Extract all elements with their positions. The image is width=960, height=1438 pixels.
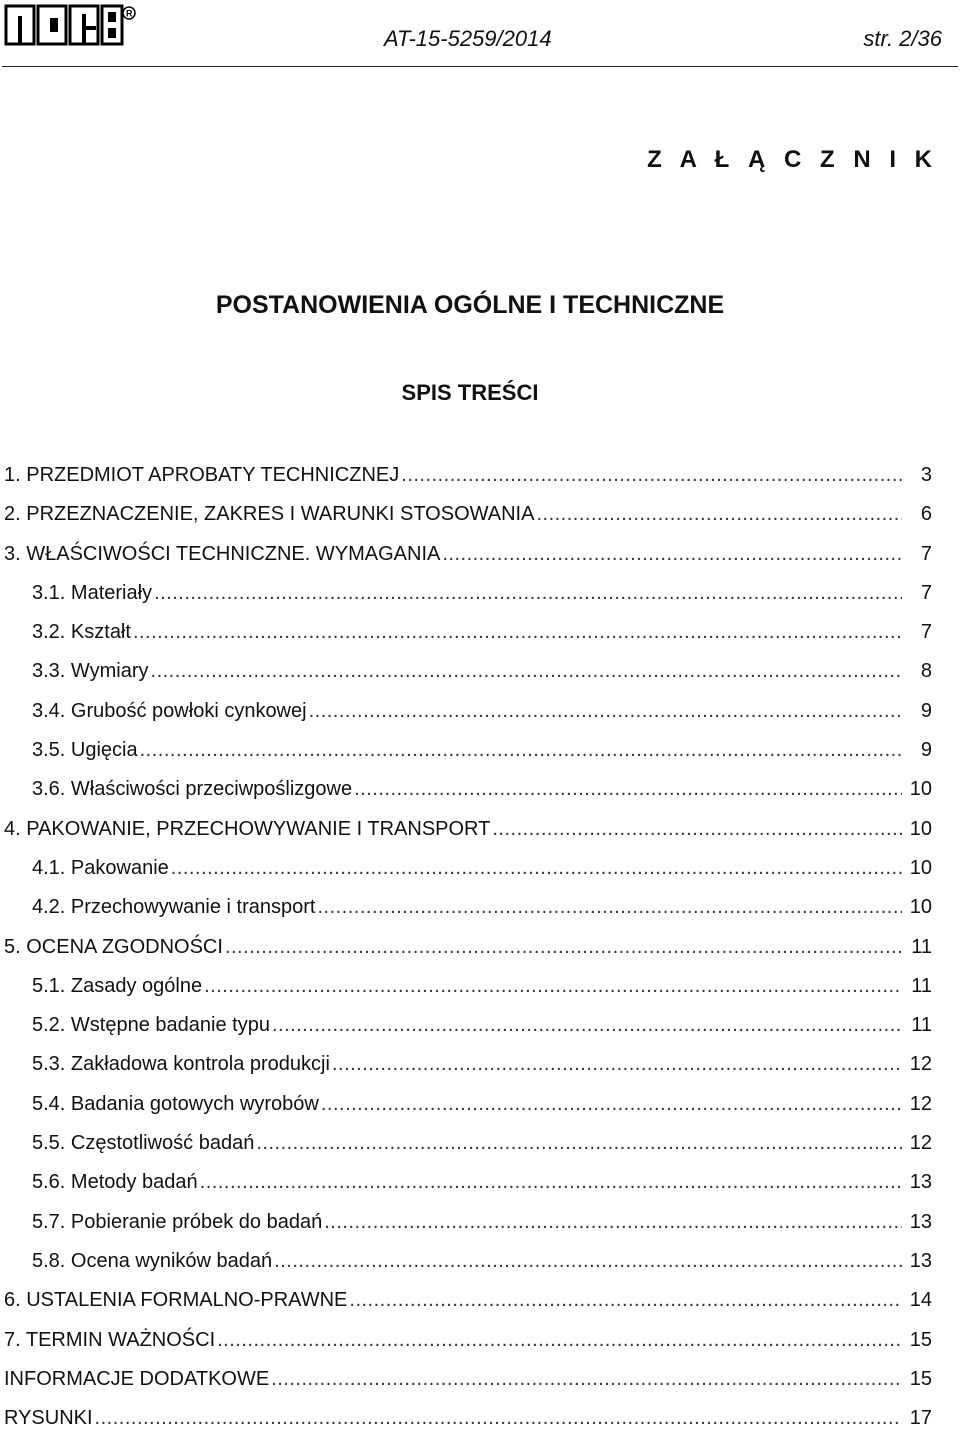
toc-entry-label: 5.7. Pobieranie próbek do badań — [32, 1210, 323, 1233]
toc-entry-label: 5.5. Częstotliwość badań — [32, 1132, 255, 1155]
toc-entry-label: 5.4. Badania gotowych wyrobów — [32, 1092, 319, 1115]
toc-dot-leader — [272, 1006, 902, 1045]
toc-entry[interactable] — [4, 574, 932, 613]
page-number: str. 2/36 — [863, 26, 942, 51]
table-of-contents — [4, 456, 932, 1438]
toc-entry[interactable] — [4, 1085, 932, 1124]
toc-entry[interactable] — [4, 692, 932, 731]
toc-entry[interactable] — [4, 535, 932, 574]
toc-entry-label: 5.8. Ocena wyników badań — [32, 1249, 273, 1272]
toc-entry-label: 5.2. Wstępne badanie typu — [32, 1014, 270, 1037]
toc-entry[interactable] — [4, 1242, 932, 1281]
toc-dot-leader — [332, 1045, 902, 1084]
toc-dot-leader — [154, 574, 902, 613]
toc-entry-page: 11 — [911, 935, 932, 958]
toc-dot-leader — [133, 613, 902, 652]
logo-icon — [4, 4, 136, 48]
toc-entry-label: 5.6. Metody badań — [32, 1171, 198, 1194]
toc-dot-leader — [95, 1399, 902, 1438]
toc-entry[interactable] — [4, 1399, 932, 1438]
toc-entry[interactable] — [4, 613, 932, 652]
toc-entry-page: 12 — [909, 1053, 932, 1076]
main-title: POSTANOWIENIA OGÓLNE I TECHNICZNE — [215, 291, 725, 319]
header-divider — [2, 66, 958, 67]
toc-dot-leader — [354, 770, 902, 809]
toc-entry-page: 10 — [909, 778, 932, 801]
toc-entry-label: 4.1. Pakowanie — [32, 856, 169, 879]
toc-dot-leader — [140, 731, 902, 770]
toc-entry-label: 1. PRZEDMIOT APROBATY TECHNICZNEJ — [4, 464, 400, 486]
toc-entry-page: 9 — [920, 699, 932, 722]
toc-entry-page: 13 — [909, 1171, 932, 1194]
toc-dot-leader — [442, 535, 902, 574]
toc-dot-leader — [492, 810, 902, 849]
toc-dot-leader — [401, 456, 902, 495]
toc-entry-label: 2. PRZEZNACZENIE, ZAKRES I WARUNKI STOSOWANIA — [4, 503, 535, 526]
toc-entry-label: 3. WŁAŚCIWOŚCI TECHNICZNE. WYMAGANIA — [4, 542, 441, 565]
toc-entry[interactable] — [4, 1163, 932, 1202]
toc-dot-leader — [309, 692, 902, 731]
toc-entry[interactable] — [4, 495, 932, 534]
toc-entry-page: 7 — [920, 581, 932, 604]
toc-entry[interactable] — [4, 770, 932, 809]
toc-entry[interactable] — [4, 1006, 932, 1045]
toc-entry-page: 12 — [909, 1132, 932, 1155]
toc-entry-page: 15 — [909, 1328, 932, 1351]
toc-title: SPIS TREŚCI — [401, 380, 539, 405]
toc-entry-page: 11 — [911, 1014, 932, 1037]
toc-entry-page: 9 — [920, 739, 932, 762]
toc-entry-label: 6. USTALENIA FORMALNO-PRAWNE — [4, 1289, 348, 1312]
toc-dot-leader — [204, 967, 902, 1006]
toc-dot-leader — [274, 1242, 902, 1281]
toc-dot-leader — [317, 888, 902, 927]
toc-entry-page: 3 — [920, 464, 932, 486]
toc-dot-leader — [200, 1163, 902, 1202]
toc-entry-page: 7 — [920, 621, 932, 644]
toc-dot-leader — [324, 1203, 902, 1242]
toc-entry[interactable] — [4, 1360, 932, 1399]
toc-entry[interactable] — [4, 928, 932, 967]
toc-entry-page: 15 — [909, 1367, 932, 1390]
toc-entry-page: 12 — [909, 1092, 932, 1115]
toc-entry-page: 17 — [909, 1407, 932, 1430]
institute-logo — [4, 4, 136, 48]
toc-entry[interactable] — [4, 1124, 932, 1163]
svg-text:R: R — [126, 8, 133, 19]
toc-entry-label: 5. OCENA ZGODNOŚCI — [4, 935, 223, 958]
toc-entry-page: 13 — [909, 1210, 932, 1233]
toc-dot-leader — [321, 1085, 902, 1124]
toc-entry-label: 3.3. Wymiary — [32, 660, 149, 683]
toc-entry-page: 8 — [920, 660, 932, 683]
document-number: AT-15-5259/2014 — [384, 26, 552, 51]
annex-label: Z A Ł Ą C Z N I K — [647, 146, 938, 173]
toc-entry[interactable] — [4, 888, 932, 927]
toc-entry-label: 7. TERMIN WAŻNOŚCI — [4, 1328, 216, 1351]
toc-entry[interactable] — [4, 849, 932, 888]
toc-entry-label: RYSUNKI — [4, 1407, 93, 1430]
toc-dot-leader — [217, 1321, 902, 1360]
toc-dot-leader — [225, 928, 902, 967]
toc-dot-leader — [151, 652, 902, 691]
toc-dot-leader — [536, 495, 902, 534]
toc-dot-leader — [271, 1360, 902, 1399]
toc-entry[interactable] — [4, 652, 932, 691]
toc-entry-page: 10 — [909, 817, 932, 840]
toc-entry[interactable] — [4, 810, 932, 849]
toc-entry-label: 3.2. Kształt — [32, 621, 131, 644]
toc-entry-label: 5.3. Zakładowa kontrola produkcji — [32, 1053, 330, 1076]
toc-entry[interactable] — [4, 731, 932, 770]
toc-entry[interactable] — [4, 967, 932, 1006]
toc-entry[interactable] — [4, 1203, 932, 1242]
toc-entry-label: INFORMACJE DODATKOWE — [4, 1367, 270, 1390]
toc-dot-leader — [349, 1281, 902, 1320]
toc-entry[interactable] — [4, 1045, 932, 1084]
toc-dot-leader — [256, 1124, 902, 1163]
toc-entry[interactable] — [4, 456, 932, 495]
toc-entry[interactable] — [4, 1321, 932, 1360]
toc-entry-page: 7 — [920, 542, 932, 565]
toc-entry-label: 3.5. Ugięcia — [32, 739, 138, 762]
toc-entry-page: 11 — [911, 974, 932, 997]
toc-entry-page: 10 — [909, 896, 932, 919]
toc-dot-leader — [171, 849, 902, 888]
toc-entry-label: 3.6. Właściwości przeciwpoślizgowe — [32, 778, 353, 801]
toc-entry-label: 3.4. Grubość powłoki cynkowej — [32, 699, 307, 722]
toc-entry-label: 5.1. Zasady ogólne — [32, 974, 203, 997]
toc-entry-page: 10 — [909, 856, 932, 879]
toc-entry-page: 6 — [920, 503, 932, 526]
toc-entry[interactable] — [4, 1281, 932, 1320]
toc-entry-label: 4.2. Przechowywanie i transport — [32, 896, 316, 919]
toc-entry-page: 13 — [909, 1249, 932, 1272]
toc-entry-label: 4. PAKOWANIE, PRZECHOWYWANIE I TRANSPORT — [4, 817, 491, 840]
toc-entry-label: 3.1. Materiały — [32, 581, 153, 604]
toc-entry-page: 14 — [909, 1289, 932, 1312]
